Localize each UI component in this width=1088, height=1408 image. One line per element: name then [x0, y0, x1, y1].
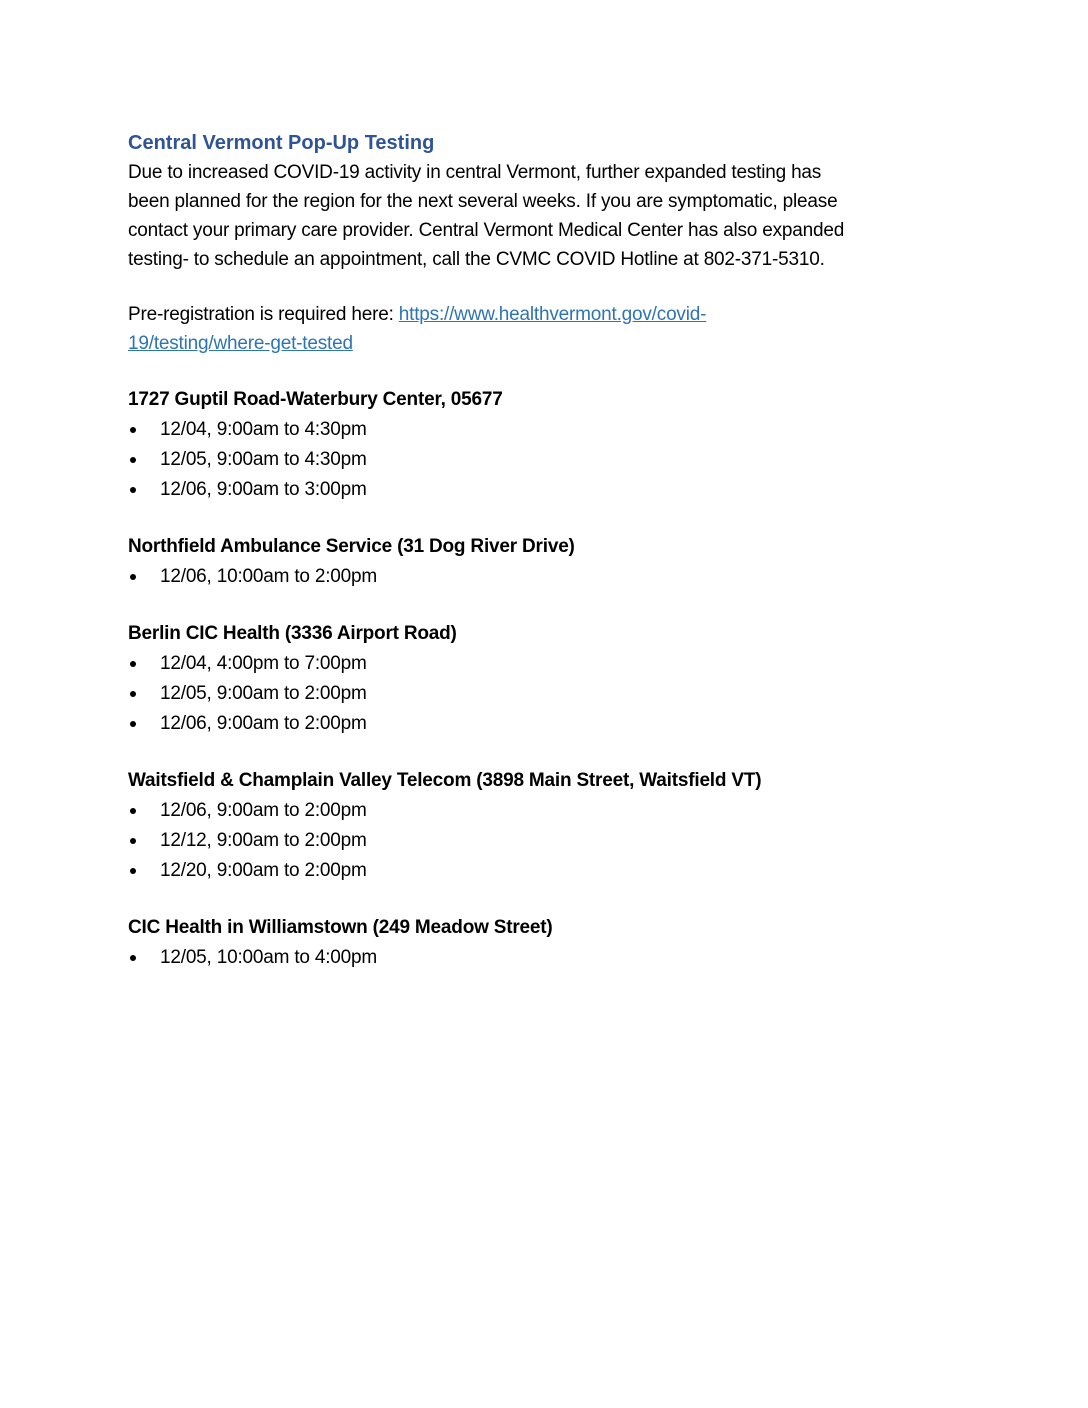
bullet-icon [130, 838, 136, 844]
time-slot-text: 12/20, 9:00am to 2:00pm [160, 860, 367, 881]
time-slot [128, 415, 968, 445]
time-slot-list [128, 796, 968, 886]
page-title: Central Vermont Pop-Up Testing [128, 132, 435, 154]
time-slot-text: 12/06, 9:00am to 2:00pm [160, 800, 367, 821]
bullet-icon [130, 457, 136, 463]
preregistration-link[interactable]: https://www.healthvermont.gov/covid- [398, 304, 707, 325]
testing-sites [128, 385, 968, 973]
testing-site [128, 913, 968, 973]
bullet-icon [130, 487, 136, 493]
time-slot-list [128, 562, 968, 592]
site-name: Berlin CIC Health (3336 Airport Road) [128, 623, 457, 644]
bullet-icon [130, 427, 136, 433]
time-slot [128, 796, 968, 826]
intro-line: Due to increased COVID-19 activity in central Vermont, further expanded testing has [128, 162, 822, 183]
bullet-icon [130, 955, 136, 961]
time-slot-text: 12/05, 9:00am to 4:30pm [160, 449, 367, 470]
preregistration-line [128, 300, 968, 329]
preregistration-label: Pre-registration is required here: [128, 304, 399, 325]
time-slot [128, 562, 968, 592]
preregistration-link-continued[interactable]: 19/testing/where-get-tested [128, 333, 353, 354]
time-slot-text: 12/12, 9:00am to 2:00pm [160, 830, 367, 851]
preregistration-paragraph [128, 300, 968, 358]
site-name: Northfield Ambulance Service (31 Dog River Drive) [128, 536, 575, 557]
time-slot-list [128, 649, 968, 739]
time-slot [128, 445, 968, 475]
preregistration-line [128, 329, 968, 358]
bullet-icon [130, 574, 136, 580]
time-slot [128, 475, 968, 505]
time-slot-text: 12/04, 9:00am to 4:30pm [160, 419, 367, 440]
bullet-icon [130, 808, 136, 814]
intro-paragraph [128, 158, 968, 274]
site-name: 1727 Guptil Road-Waterbury Center, 05677 [128, 389, 503, 410]
bullet-icon [130, 868, 136, 874]
document-page [128, 128, 968, 973]
testing-site [128, 766, 968, 886]
intro-line: testing- to schedule an appointment, call the CVMC COVID Hotline at 802-371-5310. [128, 249, 825, 270]
time-slot [128, 709, 968, 739]
time-slot [128, 943, 968, 973]
time-slot [128, 826, 968, 856]
time-slot-text: 12/04, 4:00pm to 7:00pm [160, 653, 367, 674]
bullet-icon [130, 661, 136, 667]
intro-line: been planned for the region for the next several weeks. If you are symptomatic, please [128, 191, 838, 212]
testing-site [128, 385, 968, 505]
time-slot [128, 649, 968, 679]
time-slot-text: 12/06, 9:00am to 2:00pm [160, 713, 367, 734]
time-slot-text: 12/05, 10:00am to 4:00pm [160, 947, 378, 968]
time-slot-text: 12/06, 10:00am to 2:00pm [160, 566, 378, 587]
testing-site [128, 619, 968, 739]
time-slot-list [128, 943, 968, 973]
bullet-icon [130, 721, 136, 727]
bullet-icon [130, 691, 136, 697]
time-slot-text: 12/06, 9:00am to 3:00pm [160, 479, 367, 500]
site-name: CIC Health in Williamstown (249 Meadow Street) [128, 917, 553, 938]
time-slot [128, 856, 968, 886]
time-slot-list [128, 415, 968, 505]
time-slot [128, 679, 968, 709]
testing-site [128, 532, 968, 592]
site-name: Waitsfield & Champlain Valley Telecom (3898 Main Street, Waitsfield VT) [128, 770, 762, 791]
time-slot-text: 12/05, 9:00am to 2:00pm [160, 683, 367, 704]
intro-line: contact your primary care provider. Central Vermont Medical Center has also expanded [128, 220, 845, 241]
